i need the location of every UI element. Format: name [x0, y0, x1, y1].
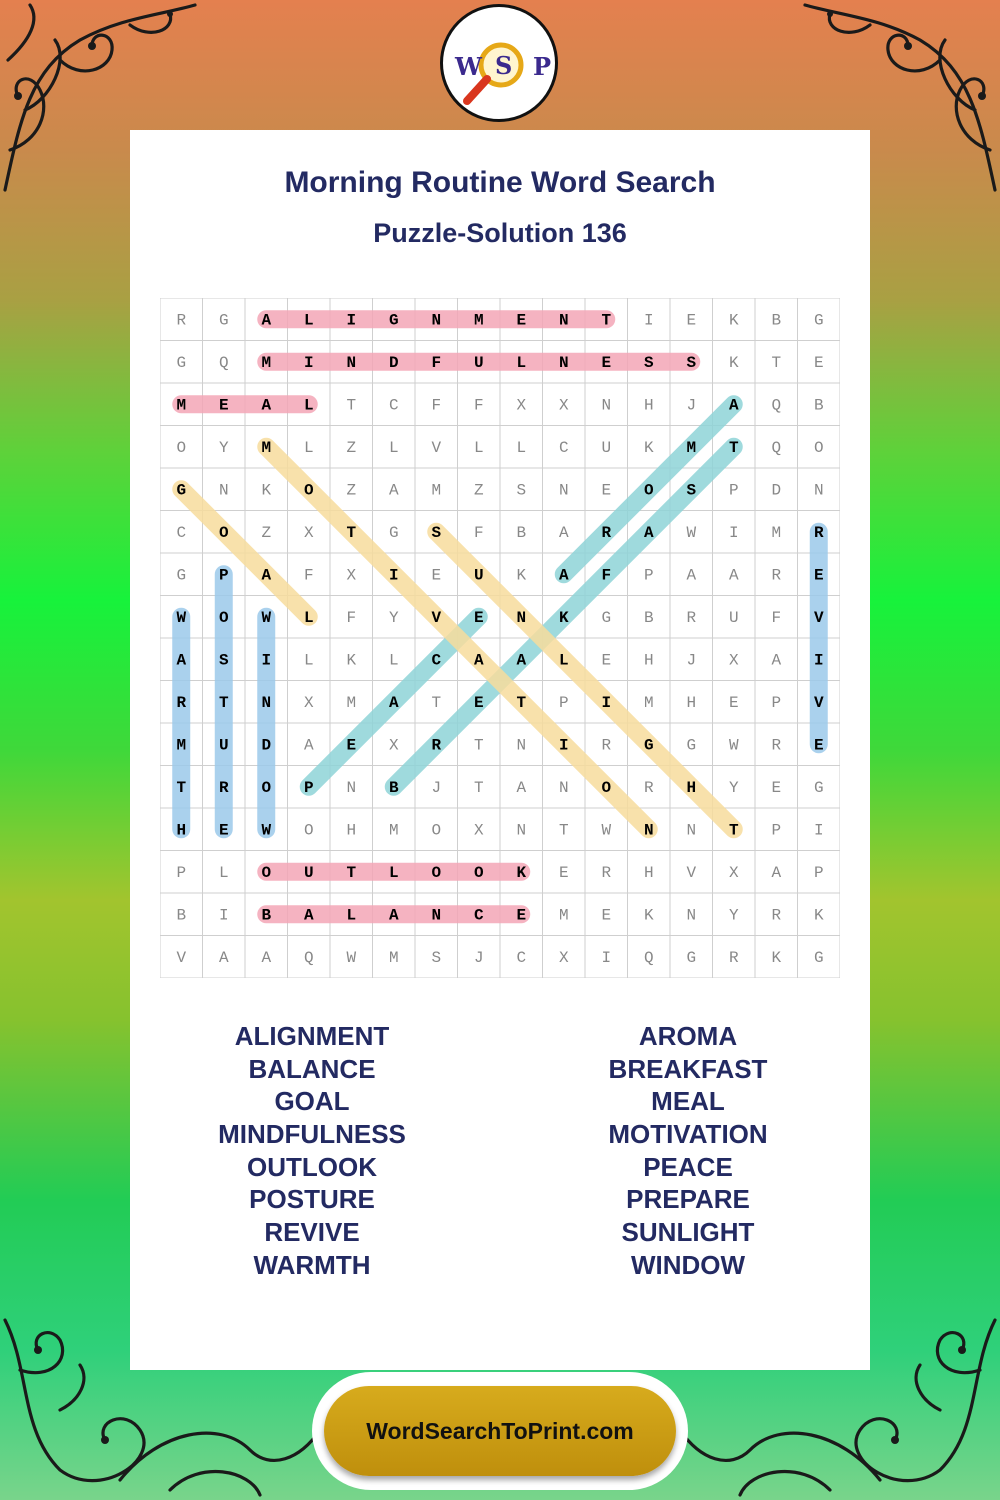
- page-title: Morning Routine Word Search: [284, 166, 716, 199]
- word-list-item: SUNLIGHT: [621, 1217, 755, 1248]
- grid-cell[interactable]: L: [218, 863, 229, 882]
- grid-cell[interactable]: G: [176, 566, 187, 585]
- grid-cell[interactable]: E: [516, 311, 527, 330]
- grid-cell[interactable]: X: [558, 396, 569, 415]
- word-list-left: [162, 1020, 462, 1282]
- grid-cell[interactable]: P: [728, 481, 739, 500]
- grid-cell[interactable]: E: [516, 906, 527, 925]
- grid-cell[interactable]: I: [303, 353, 314, 372]
- grid-cell[interactable]: K: [728, 353, 739, 372]
- grid-cell[interactable]: G: [176, 481, 187, 500]
- grid-cell[interactable]: K: [516, 566, 527, 585]
- grid-cell[interactable]: P: [558, 693, 569, 712]
- grid-cell[interactable]: T: [728, 438, 739, 457]
- grid-cell[interactable]: Q: [303, 948, 314, 967]
- word-list-item: OUTLOOK: [247, 1151, 377, 1182]
- footer-pill: [312, 1372, 688, 1490]
- grid-cell[interactable]: J: [686, 651, 697, 670]
- grid-cell[interactable]: S: [686, 481, 697, 500]
- grid-cell[interactable]: M: [176, 396, 187, 415]
- grid-cell[interactable]: G: [813, 778, 824, 797]
- grid-cell[interactable]: S: [218, 651, 229, 670]
- grid-cell[interactable]: N: [431, 906, 442, 925]
- grid-cell[interactable]: Q: [771, 438, 782, 457]
- grid-cell[interactable]: L: [303, 311, 314, 330]
- grid-cell[interactable]: L: [516, 353, 527, 372]
- word-list-item: MEAL: [651, 1086, 725, 1117]
- word-list-item: BREAKFAST: [608, 1053, 768, 1084]
- grid-cell[interactable]: A: [686, 566, 697, 585]
- grid-cell[interactable]: E: [558, 863, 569, 882]
- grid-cell[interactable]: F: [473, 523, 484, 542]
- grid-cell[interactable]: N: [558, 778, 569, 797]
- grid-cell[interactable]: B: [813, 396, 824, 415]
- grid-cell[interactable]: A: [728, 566, 739, 585]
- grid-cell[interactable]: T: [218, 693, 229, 712]
- grid-cell[interactable]: R: [813, 523, 824, 542]
- grid-cell[interactable]: I: [261, 651, 272, 670]
- grid-cell[interactable]: R: [431, 736, 442, 755]
- grid-cell[interactable]: M: [388, 948, 399, 967]
- grid-cell[interactable]: A: [558, 523, 569, 542]
- grid-cell[interactable]: G: [388, 523, 399, 542]
- grid-cell[interactable]: D: [388, 353, 399, 372]
- grid-cell[interactable]: I: [813, 651, 824, 670]
- grid-cell[interactable]: N: [516, 821, 527, 840]
- grid-cell[interactable]: Q: [643, 948, 654, 967]
- grid-cell[interactable]: C: [388, 396, 399, 415]
- grid-cell[interactable]: O: [218, 523, 229, 542]
- grid-cell[interactable]: N: [643, 821, 654, 840]
- grid-cell[interactable]: E: [601, 353, 612, 372]
- grid-cell[interactable]: W: [261, 821, 272, 840]
- grid-cell[interactable]: S: [643, 353, 654, 372]
- grid-cell[interactable]: X: [473, 821, 484, 840]
- grid-cell[interactable]: N: [558, 353, 569, 372]
- grid-cell[interactable]: I: [601, 948, 612, 967]
- grid-cell[interactable]: G: [643, 736, 654, 755]
- grid-cell[interactable]: Z: [473, 481, 484, 500]
- grid-cell[interactable]: N: [346, 353, 357, 372]
- grid-cell[interactable]: A: [261, 311, 272, 330]
- grid-cell[interactable]: G: [601, 608, 612, 627]
- grid-cell[interactable]: E: [601, 481, 612, 500]
- grid-cell[interactable]: E: [473, 693, 484, 712]
- grid-cell[interactable]: Z: [346, 438, 357, 457]
- grid-cell[interactable]: T: [431, 693, 442, 712]
- grid-cell[interactable]: Y: [218, 438, 229, 457]
- grid-cell[interactable]: M: [176, 736, 187, 755]
- grid-cell[interactable]: O: [431, 821, 442, 840]
- wsp-logo[interactable]: [440, 4, 558, 122]
- grid-cell[interactable]: G: [813, 311, 824, 330]
- grid-cell[interactable]: O: [473, 863, 484, 882]
- grid-cell[interactable]: P: [176, 863, 187, 882]
- grid-cell[interactable]: R: [728, 948, 739, 967]
- grid-cell[interactable]: H: [686, 778, 697, 797]
- grid-cell[interactable]: Y: [388, 608, 399, 627]
- grid-cell[interactable]: O: [601, 778, 612, 797]
- grid-cell[interactable]: M: [473, 311, 484, 330]
- grid-cell[interactable]: A: [261, 566, 272, 585]
- grid-cell[interactable]: I: [388, 566, 399, 585]
- grid-cell[interactable]: B: [176, 906, 187, 925]
- grid-cell[interactable]: H: [176, 821, 187, 840]
- grid-cell[interactable]: I: [346, 311, 357, 330]
- grid-cell[interactable]: K: [516, 863, 527, 882]
- grid-cell[interactable]: G: [813, 948, 824, 967]
- grid-cell[interactable]: M: [346, 693, 357, 712]
- grid-cell[interactable]: G: [388, 311, 399, 330]
- grid-cell[interactable]: T: [346, 523, 357, 542]
- grid-cell[interactable]: T: [346, 396, 357, 415]
- grid-cell[interactable]: O: [303, 481, 314, 500]
- grid-cell[interactable]: L: [516, 438, 527, 457]
- grid-cell[interactable]: A: [261, 948, 272, 967]
- grid-cell[interactable]: P: [643, 566, 654, 585]
- grid-cell[interactable]: U: [303, 863, 314, 882]
- grid-cell[interactable]: B: [771, 311, 782, 330]
- grid-cell[interactable]: F: [771, 608, 782, 627]
- word-list-item: ALIGNMENT: [234, 1021, 390, 1051]
- grid-cell[interactable]: S: [431, 523, 442, 542]
- grid-cell[interactable]: P: [303, 778, 314, 797]
- grid-cell[interactable]: Y: [728, 906, 739, 925]
- grid-cell[interactable]: X: [388, 736, 399, 755]
- word-list-item: POSTURE: [249, 1184, 375, 1215]
- grid-cell[interactable]: Q: [218, 353, 229, 372]
- grid-cell[interactable]: V: [431, 608, 442, 627]
- grid-cell[interactable]: N: [601, 396, 612, 415]
- grid-cell[interactable]: B: [261, 906, 272, 925]
- word-search-grid: [160, 298, 840, 978]
- puzzle-card: [130, 130, 870, 1370]
- grid-cell[interactable]: L: [388, 863, 399, 882]
- grid-cell[interactable]: K: [728, 311, 739, 330]
- grid-cell[interactable]: E: [346, 736, 357, 755]
- grid-cell[interactable]: A: [303, 906, 314, 925]
- grid-cell[interactable]: S: [516, 481, 527, 500]
- grid-cell[interactable]: C: [473, 906, 484, 925]
- grid-cell[interactable]: L: [303, 651, 314, 670]
- grid-cell[interactable]: A: [388, 906, 399, 925]
- grid-cell[interactable]: P: [813, 863, 824, 882]
- grid-cell[interactable]: T: [176, 778, 187, 797]
- word-list-right: [538, 1020, 838, 1282]
- grid-cell[interactable]: R: [601, 736, 612, 755]
- grid-cell[interactable]: F: [601, 566, 612, 585]
- grid-cell[interactable]: E: [431, 566, 442, 585]
- grid-cell[interactable]: N: [813, 481, 824, 500]
- grid-cell[interactable]: N: [686, 906, 697, 925]
- grid-cell[interactable]: R: [771, 906, 782, 925]
- word-list-item: AROMA: [638, 1021, 738, 1051]
- grid-cell[interactable]: M: [686, 438, 697, 457]
- grid-cell[interactable]: Z: [346, 481, 357, 500]
- grid-cell[interactable]: M: [261, 438, 272, 457]
- grid-cell[interactable]: M: [771, 523, 782, 542]
- grid-cell[interactable]: S: [431, 948, 442, 967]
- grid-cell[interactable]: C: [176, 523, 187, 542]
- grid-cell[interactable]: Z: [261, 523, 272, 542]
- grid-cell[interactable]: P: [771, 693, 782, 712]
- grid-cell[interactable]: K: [346, 651, 357, 670]
- grid-cell[interactable]: A: [261, 396, 272, 415]
- grid-cell[interactable]: K: [558, 608, 569, 627]
- grid-cell[interactable]: E: [218, 821, 229, 840]
- page-subtitle: Puzzle-Solution 136: [373, 218, 627, 248]
- grid-cell[interactable]: P: [771, 821, 782, 840]
- grid-cell[interactable]: U: [218, 736, 229, 755]
- grid-cell[interactable]: H: [643, 651, 654, 670]
- grid-cell[interactable]: V: [813, 693, 824, 712]
- grid-cell[interactable]: E: [601, 651, 612, 670]
- grid-cell[interactable]: A: [516, 651, 527, 670]
- grid-cell[interactable]: R: [643, 778, 654, 797]
- grid-cell[interactable]: T: [473, 778, 484, 797]
- grid-cell[interactable]: R: [601, 523, 612, 542]
- grid-cell[interactable]: D: [261, 736, 272, 755]
- grid-cell[interactable]: A: [303, 736, 314, 755]
- grid-cell[interactable]: A: [516, 778, 527, 797]
- grid-cell[interactable]: I: [601, 693, 612, 712]
- grid-cell[interactable]: A: [388, 693, 399, 712]
- grid-cell[interactable]: M: [558, 906, 569, 925]
- website-link[interactable]: WordSearchToPrint.com: [324, 1386, 676, 1476]
- grid-cell[interactable]: T: [516, 693, 527, 712]
- grid-cell[interactable]: W: [346, 948, 357, 967]
- grid-cell[interactable]: D: [771, 481, 782, 500]
- grid-cell[interactable]: V: [176, 948, 187, 967]
- grid-cell[interactable]: E: [771, 778, 782, 797]
- grid-cell[interactable]: L: [303, 438, 314, 457]
- word-list-item: PREPARE: [626, 1184, 750, 1215]
- grid-cell[interactable]: F: [346, 608, 357, 627]
- grid-cell[interactable]: B: [516, 523, 527, 542]
- grid-cell[interactable]: G: [686, 948, 697, 967]
- word-list-item: GOAL: [274, 1086, 350, 1117]
- grid-cell[interactable]: O: [261, 863, 272, 882]
- grid-cell[interactable]: O: [813, 438, 824, 457]
- grid-cell[interactable]: W: [601, 821, 612, 840]
- grid-cell[interactable]: A: [771, 651, 782, 670]
- grid-cell[interactable]: O: [176, 438, 187, 457]
- grid-cell[interactable]: N: [516, 608, 527, 627]
- grid-cell[interactable]: S: [686, 353, 697, 372]
- grid-cell[interactable]: V: [686, 863, 697, 882]
- grid-cell[interactable]: A: [643, 523, 654, 542]
- grid-cell[interactable]: F: [431, 353, 442, 372]
- grid-cell[interactable]: R: [176, 311, 187, 330]
- grid-cell[interactable]: B: [388, 778, 399, 797]
- grid-cell[interactable]: I: [218, 906, 229, 925]
- grid-cell[interactable]: N: [218, 481, 229, 500]
- logo-letter-s: S: [495, 51, 513, 80]
- grid-cell[interactable]: I: [643, 311, 654, 330]
- grid-cell[interactable]: O: [643, 481, 654, 500]
- grid-cell[interactable]: I: [558, 736, 569, 755]
- grid-cell[interactable]: A: [558, 566, 569, 585]
- grid-cell[interactable]: N: [558, 481, 569, 500]
- grid-cell[interactable]: N: [516, 736, 527, 755]
- grid-cell[interactable]: F: [473, 396, 484, 415]
- grid-cell[interactable]: Y: [728, 778, 739, 797]
- grid-cell[interactable]: X: [516, 396, 527, 415]
- grid-cell[interactable]: L: [558, 651, 569, 670]
- grid-cell[interactable]: M: [388, 821, 399, 840]
- grid-cell[interactable]: B: [643, 608, 654, 627]
- grid-cell[interactable]: H: [643, 396, 654, 415]
- grid-cell[interactable]: K: [643, 438, 654, 457]
- word-list-item: BALANCE: [248, 1053, 376, 1084]
- grid-cell[interactable]: L: [303, 608, 314, 627]
- grid-cell[interactable]: V: [431, 438, 442, 457]
- grid-cell[interactable]: U: [473, 353, 484, 372]
- grid-cell[interactable]: W: [728, 736, 739, 755]
- grid-cell[interactable]: F: [431, 396, 442, 415]
- grid-cell[interactable]: H: [346, 821, 357, 840]
- grid-cell[interactable]: R: [771, 736, 782, 755]
- grid-cell[interactable]: T: [558, 821, 569, 840]
- grid-cell[interactable]: T: [728, 821, 739, 840]
- grid-cell[interactable]: R: [601, 863, 612, 882]
- grid-cell[interactable]: A: [728, 396, 739, 415]
- grid-cell[interactable]: W: [176, 608, 187, 627]
- grid-cell[interactable]: C: [516, 948, 527, 967]
- grid-cell[interactable]: K: [643, 906, 654, 925]
- grid-cell[interactable]: L: [473, 438, 484, 457]
- grid-cell[interactable]: N: [558, 311, 569, 330]
- word-list-item: REVIVE: [264, 1217, 360, 1248]
- grid-cell[interactable]: L: [388, 438, 399, 457]
- grid-cell[interactable]: Q: [771, 396, 782, 415]
- grid-cell[interactable]: T: [346, 863, 357, 882]
- grid-cell[interactable]: G: [176, 353, 187, 372]
- grid-cell[interactable]: L: [388, 651, 399, 670]
- grid-cell[interactable]: A: [771, 863, 782, 882]
- word-list-item: WARMTH: [253, 1249, 371, 1280]
- logo-letter-p: P: [533, 52, 552, 81]
- grid-cell[interactable]: I: [728, 523, 739, 542]
- grid-cell[interactable]: T: [601, 311, 612, 330]
- grid-cell[interactable]: X: [728, 863, 739, 882]
- grid-cell[interactable]: O: [303, 821, 314, 840]
- grid-cell[interactable]: X: [303, 523, 314, 542]
- grid-cell[interactable]: L: [303, 396, 314, 415]
- grid-cell[interactable]: E: [218, 396, 229, 415]
- grid-cell[interactable]: E: [728, 693, 739, 712]
- grid-cell[interactable]: K: [771, 948, 782, 967]
- grid-cell[interactable]: X: [728, 651, 739, 670]
- grid-cell[interactable]: R: [771, 566, 782, 585]
- grid-cell[interactable]: W: [261, 608, 272, 627]
- grid-cell[interactable]: M: [261, 353, 272, 372]
- grid-cell[interactable]: T: [771, 353, 782, 372]
- grid-cell[interactable]: G: [686, 736, 697, 755]
- grid-cell[interactable]: E: [813, 736, 824, 755]
- grid-cell[interactable]: A: [473, 651, 484, 670]
- word-list-item: PEACE: [643, 1151, 733, 1182]
- grid-cell[interactable]: C: [558, 438, 569, 457]
- grid-cell[interactable]: F: [303, 566, 314, 585]
- grid-cell[interactable]: R: [176, 693, 187, 712]
- grid-cell[interactable]: N: [686, 821, 697, 840]
- word-list-item: WINDOW: [630, 1249, 746, 1280]
- grid-cell[interactable]: A: [176, 651, 187, 670]
- grid-cell[interactable]: O: [261, 778, 272, 797]
- grid-cell[interactable]: R: [686, 608, 697, 627]
- grid-cell[interactable]: W: [686, 523, 697, 542]
- grid-cell[interactable]: O: [431, 863, 442, 882]
- grid-cell[interactable]: H: [686, 693, 697, 712]
- grid-cell[interactable]: E: [601, 906, 612, 925]
- grid-cell[interactable]: M: [431, 481, 442, 500]
- grid-cell[interactable]: G: [218, 311, 229, 330]
- grid-cell[interactable]: E: [813, 353, 824, 372]
- grid-cell[interactable]: C: [431, 651, 442, 670]
- grid-cell[interactable]: N: [346, 778, 357, 797]
- grid-cell[interactable]: A: [388, 481, 399, 500]
- grid-cell[interactable]: J: [473, 948, 484, 967]
- grid-cell[interactable]: X: [558, 948, 569, 967]
- grid-cell[interactable]: T: [473, 736, 484, 755]
- grid-cell[interactable]: E: [473, 608, 484, 627]
- grid-cell[interactable]: L: [346, 906, 357, 925]
- grid-cell[interactable]: U: [601, 438, 612, 457]
- word-list-item: MOTIVATION: [608, 1119, 768, 1150]
- grid-cell[interactable]: K: [813, 906, 824, 925]
- grid-cell[interactable]: N: [261, 693, 272, 712]
- grid-cell[interactable]: X: [303, 693, 314, 712]
- grid-cell[interactable]: J: [431, 778, 442, 797]
- grid-cell[interactable]: U: [728, 608, 739, 627]
- grid-cell[interactable]: J: [686, 396, 697, 415]
- word-list-item: MINDFULNESS: [218, 1119, 406, 1150]
- grid-cell[interactable]: I: [813, 821, 824, 840]
- grid-cell[interactable]: P: [218, 566, 229, 585]
- grid-cell[interactable]: O: [218, 608, 229, 627]
- grid-cell[interactable]: X: [346, 566, 357, 585]
- grid-cell[interactable]: K: [261, 481, 272, 500]
- grid-cell[interactable]: A: [218, 948, 229, 967]
- grid-cell[interactable]: E: [813, 566, 824, 585]
- logo-letter-w: W: [455, 52, 482, 81]
- grid-cell[interactable]: H: [643, 863, 654, 882]
- grid-cell[interactable]: M: [643, 693, 654, 712]
- grid-cell[interactable]: E: [686, 311, 697, 330]
- grid-cell[interactable]: N: [431, 311, 442, 330]
- grid-cell[interactable]: U: [473, 566, 484, 585]
- grid-cell[interactable]: V: [813, 608, 824, 627]
- grid-cell[interactable]: R: [218, 778, 229, 797]
